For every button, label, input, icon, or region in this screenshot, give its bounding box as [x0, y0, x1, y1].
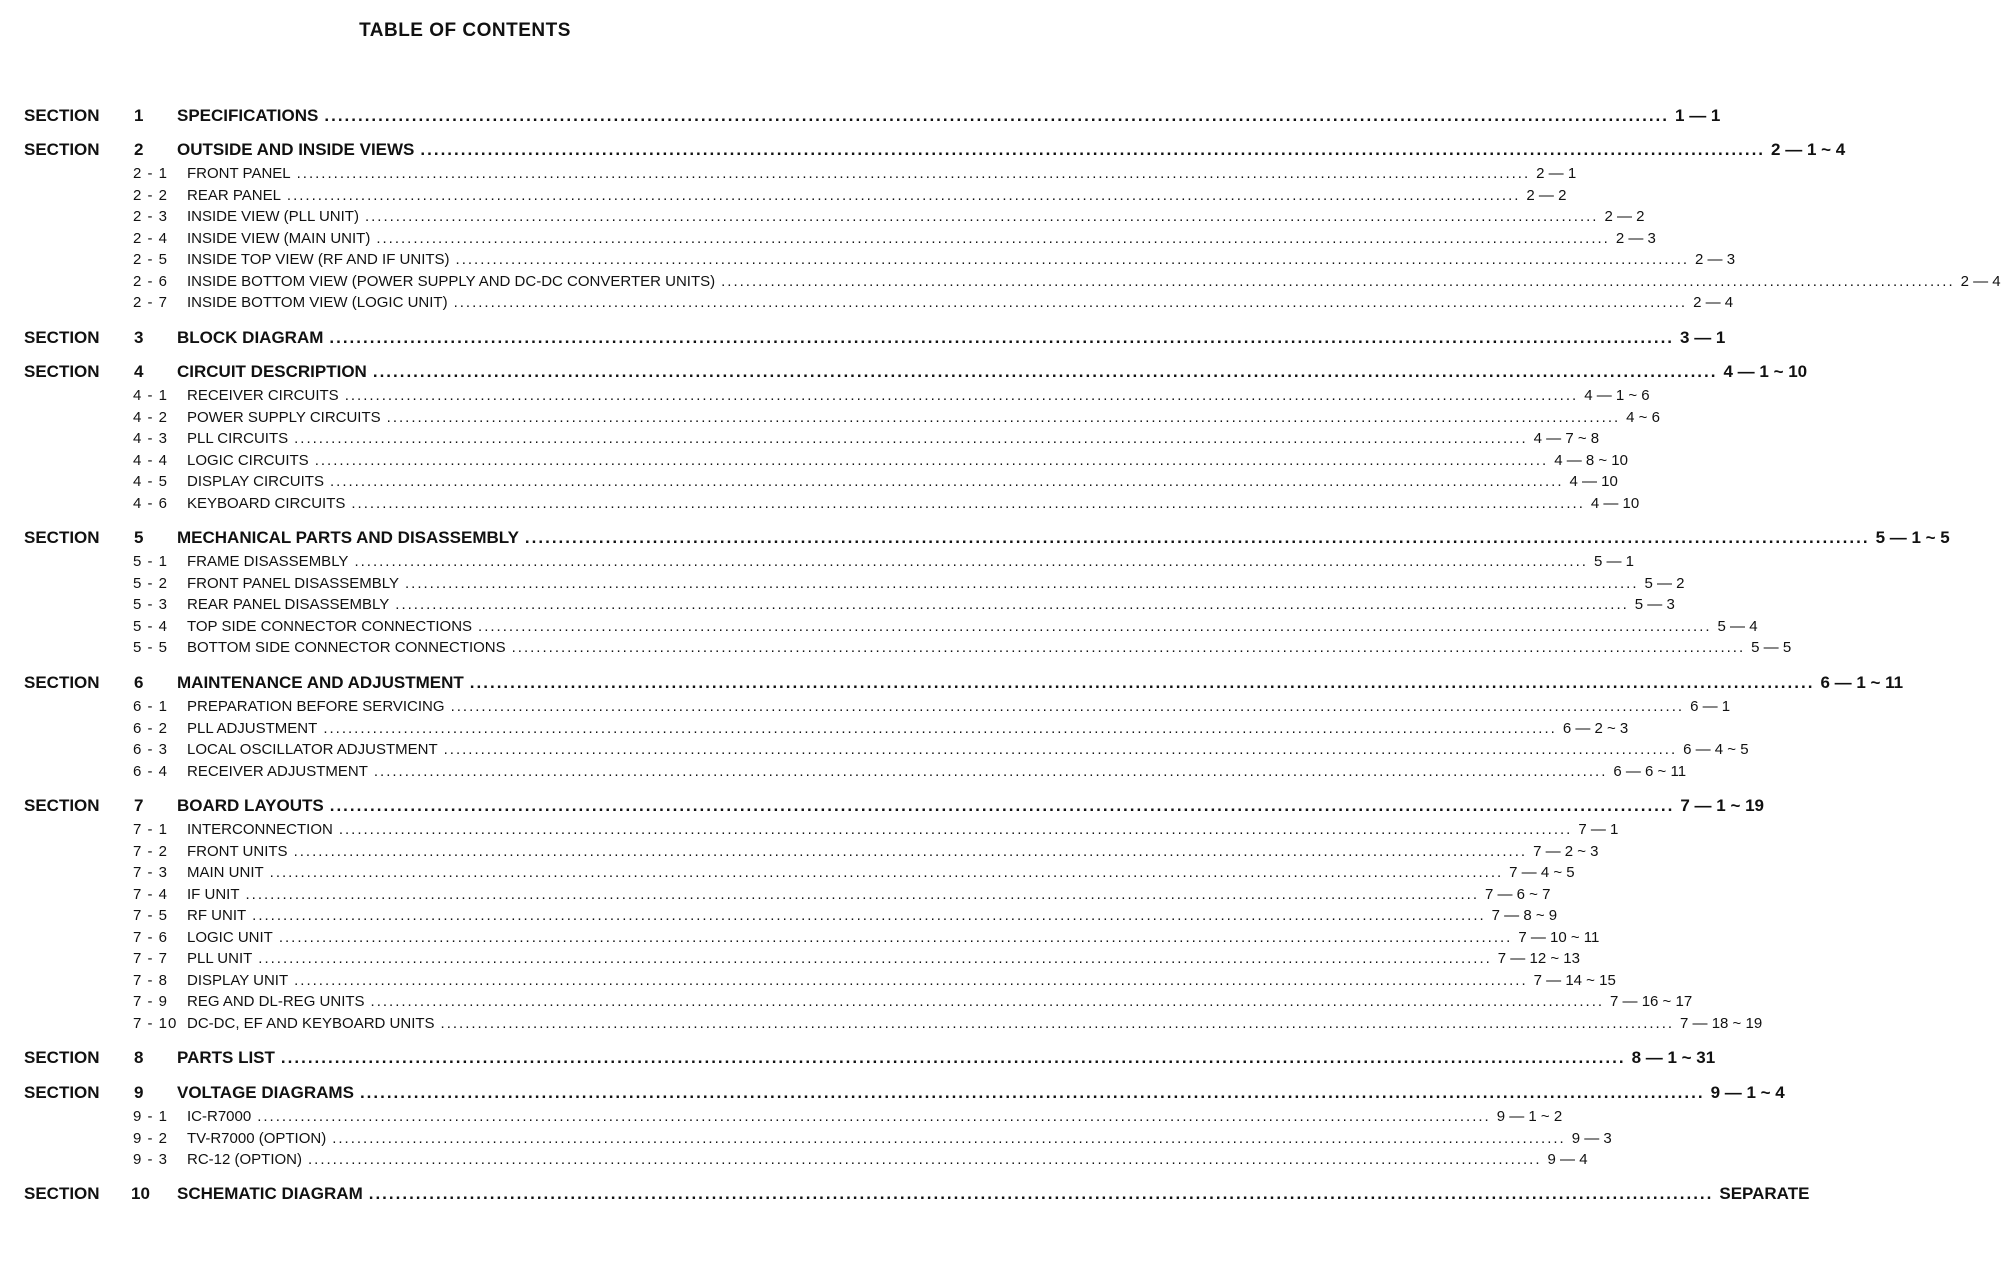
subsection-row[interactable] — [0, 928, 1600, 951]
leader-dots: ........................................................................................................................................................................................................ — [332, 1129, 1566, 1147]
leader-dots: ........................................................................................................................................................................................................ — [351, 494, 1585, 512]
subsection-page: 7 — 1 — [1578, 821, 1619, 838]
section-title: MAINTENANCE AND ADJUSTMENT — [177, 673, 464, 692]
subsection-page: 2 — 4 — [1960, 272, 2001, 290]
section-page: 2 — 1 ~ 4 — [1771, 140, 1846, 159]
subsection-row[interactable] — [0, 639, 1792, 661]
subsection-page: 2 — 3 — [1615, 229, 1656, 247]
subsection-page: 5 — 3 — [1634, 596, 1675, 613]
subsection-row[interactable] — [0, 387, 1650, 409]
subsection-page: 4 — 8 ~ 10 — [1554, 451, 1628, 469]
subsection-number: 5 - 4 — [133, 617, 169, 635]
subsection-title: MAIN UNIT — [187, 864, 264, 881]
subsection-row[interactable] — [0, 494, 1640, 517]
subsection-number: 4 - 6 — [133, 494, 169, 512]
section-label: SECTION — [24, 528, 100, 547]
subsection-row[interactable] — [0, 251, 1736, 273]
subsection-title: KEYBOARD CIRCUITS — [187, 494, 346, 512]
subsection-page: 2 — 2 — [1604, 208, 1645, 225]
leader-dots: ........................................................................................................................................................................................................ — [294, 971, 1528, 989]
section-row[interactable] — [0, 362, 1808, 384]
subsection-line — [187, 430, 1600, 447]
subsection-title: FRONT UNITS — [187, 842, 288, 860]
leader-dots: ........................................................................................................................................................................................................ — [440, 1014, 1675, 1032]
section-row[interactable] — [0, 673, 1904, 695]
subsection-number: 5 - 2 — [133, 574, 169, 592]
subsection-row[interactable] — [0, 950, 1580, 972]
subsection-page: 2 — 2 — [1526, 186, 1567, 204]
leader-dots: ........................................................................................................................................................................................................ — [453, 294, 1688, 311]
leader-dots: ........................................................................................................................................................................................................ — [338, 821, 1573, 838]
section-page: 6 — 1 ~ 11 — [1820, 673, 1904, 692]
subsection-page: 4 — 10 — [1569, 473, 1618, 490]
leader-dots: ........................................................................................................................................................................................................ — [359, 1083, 1705, 1102]
subsection-number: 4 - 5 — [133, 473, 169, 490]
leader-dots: ........................................................................................................................................................................................................ — [280, 1048, 1626, 1067]
leader-dots: ........................................................................................................................................................................................................ — [269, 864, 1504, 881]
leader-dots: ........................................................................................................................................................................................................ — [376, 229, 1610, 247]
section-row[interactable] — [0, 1083, 1785, 1105]
subsection-page: 7 — 10 ~ 11 — [1518, 928, 1600, 946]
subsection-title: RF UNIT — [187, 907, 247, 924]
subsection-line — [187, 821, 1619, 838]
subsection-line — [187, 294, 1734, 311]
subsection-row[interactable] — [0, 574, 1685, 597]
section-label: SECTION — [24, 673, 100, 692]
leader-dots: ........................................................................................................................................................................................................ — [478, 617, 1712, 635]
leader-dots: ........................................................................................................................................................................................................ — [511, 639, 1746, 656]
subsection-line — [187, 1151, 1588, 1168]
subsection-title: PREPARATION BEFORE SERVICING — [187, 698, 445, 715]
subsection-page: 6 — 1 — [1690, 698, 1731, 715]
subsection-line — [187, 451, 1628, 469]
subsection-row[interactable] — [0, 430, 1600, 452]
subsection-line — [187, 639, 1792, 656]
section-title: MECHANICAL PARTS AND DISASSEMBLY — [177, 528, 519, 547]
subsection-number: 7 - 5 — [133, 907, 169, 924]
subsection-page: 5 — 2 — [1644, 574, 1685, 592]
section-label: SECTION — [24, 106, 100, 125]
subsection-number: 4 - 2 — [133, 408, 169, 426]
subsection-row[interactable] — [0, 741, 1749, 763]
subsection-title: REAR PANEL — [187, 186, 281, 204]
subsection-row[interactable] — [0, 864, 1575, 886]
subsection-page: 4 — 10 — [1590, 494, 1640, 512]
subsection-number: 2 - 1 — [133, 165, 169, 182]
section-line — [177, 106, 1721, 126]
subsection-line — [187, 596, 1675, 613]
subsection-row[interactable] — [0, 553, 1634, 575]
subsection-line — [187, 408, 1660, 426]
subsection-page: 2 — 1 — [1536, 165, 1577, 182]
subsection-row[interactable] — [0, 762, 1687, 785]
subsection-line — [187, 928, 1600, 946]
subsection-title: RC-12 (OPTION) — [187, 1151, 303, 1168]
subsection-title: INSIDE VIEW (PLL UNIT) — [187, 208, 359, 225]
subsection-number: 6 - 3 — [133, 741, 169, 758]
section-page: 8 — 1 ~ 31 — [1631, 1048, 1716, 1067]
subsection-page: 9 — 1 ~ 2 — [1496, 1108, 1563, 1125]
subsection-row[interactable] — [0, 842, 1599, 865]
leader-dots: ........................................................................................................................................................................................................ — [324, 106, 1670, 125]
subsection-number: 2 - 2 — [133, 186, 169, 204]
section-title: OUTSIDE AND INSIDE VIEWS — [177, 140, 415, 159]
subsection-number: 5 - 5 — [133, 639, 169, 656]
subsection-number: 5 - 1 — [133, 553, 169, 570]
section-page: 9 — 1 ~ 4 — [1710, 1083, 1785, 1102]
subsection-line — [187, 165, 1577, 182]
subsection-row[interactable] — [0, 208, 1645, 230]
subsection-title: LOGIC CIRCUITS — [187, 451, 309, 469]
subsection-line — [187, 473, 1618, 490]
leader-dots: ........................................................................................................................................................................................................ — [252, 907, 1486, 924]
subsection-number: 2 - 6 — [133, 272, 169, 290]
section-page: 4 — 1 ~ 10 — [1723, 362, 1808, 381]
subsection-line — [187, 842, 1599, 860]
subsection-number: 2 - 5 — [133, 251, 169, 268]
subsection-row[interactable] — [0, 1014, 1763, 1037]
subsection-line — [187, 719, 1629, 737]
section-page: SEPARATE — [1719, 1184, 1810, 1203]
subsection-line — [187, 907, 1558, 924]
subsection-line — [187, 885, 1551, 903]
subsection-title: POWER SUPPLY CIRCUITS — [187, 408, 381, 426]
subsection-row[interactable] — [0, 596, 1675, 618]
subsection-number: 6 - 1 — [133, 698, 169, 715]
section-page: 7 — 1 ~ 19 — [1680, 796, 1764, 815]
leader-dots: ........................................................................................................................................................................................................ — [308, 1151, 1542, 1168]
section-number: 10 — [131, 1184, 150, 1203]
subsection-page: 6 — 4 ~ 5 — [1683, 741, 1749, 758]
subsection-line — [187, 229, 1656, 247]
subsection-page: 7 — 2 ~ 3 — [1533, 842, 1599, 860]
leader-dots: ........................................................................................................................................................................................................ — [364, 208, 1599, 225]
subsection-page: 5 — 1 — [1593, 553, 1634, 570]
subsection-line — [187, 698, 1731, 715]
subsection-title: PLL UNIT — [187, 950, 253, 967]
leader-dots: ........................................................................................................................................................................................................ — [395, 596, 1629, 613]
section-page: 1 — 1 — [1675, 106, 1721, 125]
leader-dots: ........................................................................................................................................................................................................ — [386, 408, 1621, 426]
section-number: 6 — [134, 673, 144, 692]
section-title: BLOCK DIAGRAM — [177, 328, 324, 347]
subsection-number: 2 - 4 — [133, 229, 169, 247]
leader-dots: ........................................................................................................................................................................................................ — [443, 741, 1678, 758]
subsection-page: 4 ~ 6 — [1626, 408, 1660, 426]
leader-dots: ........................................................................................................................................................................................................ — [344, 387, 1579, 404]
section-row[interactable] — [0, 328, 1726, 350]
subsection-row[interactable] — [0, 473, 1618, 495]
leader-dots: ........................................................................................................................................................................................................ — [329, 328, 1675, 347]
subsection-title: INSIDE VIEW (MAIN UNIT) — [187, 229, 371, 247]
subsection-line — [187, 186, 1567, 204]
leader-dots: ........................................................................................................................................................................................................ — [370, 993, 1605, 1010]
leader-dots: ........................................................................................................................................................................................................ — [524, 528, 1870, 547]
subsection-number: 2 - 7 — [133, 294, 169, 311]
leader-dots: ........................................................................................................................................................................................................ — [455, 251, 1690, 268]
subsection-number: 7 - 8 — [133, 971, 169, 989]
subsection-line — [187, 741, 1749, 758]
section-title: SCHEMATIC DIAGRAM — [177, 1184, 363, 1203]
subsection-title: TOP SIDE CONNECTOR CONNECTIONS — [187, 617, 473, 635]
subsection-title: BOTTOM SIDE CONNECTOR CONNECTIONS — [187, 639, 506, 656]
leader-dots: ........................................................................................................................................................................................................ — [368, 1184, 1714, 1203]
subsection-row[interactable] — [0, 294, 1734, 316]
section-title: PARTS LIST — [177, 1048, 275, 1067]
section-page: 5 — 1 ~ 5 — [1875, 528, 1950, 547]
subsection-line — [187, 1129, 1612, 1147]
section-label: SECTION — [24, 1048, 100, 1067]
subsection-number: 7 - 2 — [133, 842, 169, 860]
subsection-line — [187, 553, 1634, 570]
subsection-row[interactable] — [0, 719, 1629, 742]
subsection-row[interactable] — [0, 272, 2001, 295]
subsection-line — [187, 1108, 1563, 1125]
leader-dots: ........................................................................................................................................................................................................ — [245, 885, 1479, 903]
subsection-page: 7 — 8 ~ 9 — [1491, 907, 1558, 924]
subsection-page: 7 — 14 ~ 15 — [1533, 971, 1616, 989]
section-label: SECTION — [24, 1083, 100, 1102]
subsection-page: 7 — 16 ~ 17 — [1610, 993, 1693, 1010]
section-number: 4 — [134, 362, 144, 381]
subsection-title: RECEIVER ADJUSTMENT — [187, 762, 368, 780]
section-label: SECTION — [24, 140, 100, 159]
section-label: SECTION — [24, 1184, 100, 1203]
leader-dots: ........................................................................................................................................................................................................ — [405, 574, 1639, 592]
subsection-page: 6 — 2 ~ 3 — [1562, 719, 1629, 737]
subsection-line — [187, 208, 1645, 225]
leader-dots: ........................................................................................................................................................................................................ — [329, 473, 1564, 490]
section-row[interactable] — [0, 1048, 1716, 1070]
subsection-number: 4 - 3 — [133, 430, 169, 447]
leader-dots: ........................................................................................................................................................................................................ — [294, 430, 1528, 447]
section-row[interactable] — [0, 1184, 1810, 1206]
section-line — [177, 140, 1846, 160]
subsection-page: 7 — 4 ~ 5 — [1509, 864, 1575, 881]
subsection-title: IF UNIT — [187, 885, 240, 903]
section-row[interactable] — [0, 796, 1764, 818]
subsection-number: 7 - 4 — [133, 885, 169, 903]
leader-dots: ........................................................................................................................................................................................................ — [372, 362, 1718, 381]
subsection-page: 2 — 3 — [1695, 251, 1736, 268]
subsection-number: 7 - 9 — [133, 993, 169, 1010]
subsection-number: 4 - 4 — [133, 451, 169, 469]
subsection-row[interactable] — [0, 1108, 1563, 1130]
subsection-title: INSIDE BOTTOM VIEW (LOGIC UNIT) — [187, 294, 448, 311]
subsection-title: LOGIC UNIT — [187, 928, 273, 946]
subsection-line — [187, 272, 2001, 290]
section-row[interactable] — [0, 140, 1846, 162]
subsection-line — [187, 950, 1580, 967]
subsection-title: DISPLAY UNIT — [187, 971, 289, 989]
subsection-row[interactable] — [0, 1129, 1612, 1152]
section-line — [177, 1184, 1810, 1204]
subsection-row[interactable] — [0, 907, 1558, 929]
subsection-page: 7 — 12 ~ 13 — [1497, 950, 1580, 967]
subsection-line — [187, 494, 1640, 512]
subsection-title: TV-R7000 (OPTION) — [187, 1129, 327, 1147]
leader-dots: ........................................................................................................................................................................................................ — [293, 842, 1528, 860]
subsection-number: 4 - 1 — [133, 387, 169, 404]
section-row[interactable] — [0, 106, 1721, 128]
subsection-number: 5 - 3 — [133, 596, 169, 613]
subsection-line — [187, 387, 1650, 404]
subsection-line — [187, 971, 1616, 989]
subsection-title: INSIDE BOTTOM VIEW (POWER SUPPLY AND DC-DC CONVERTER UNITS) — [187, 272, 716, 290]
subsection-line — [187, 251, 1736, 268]
subsection-row[interactable] — [0, 408, 1660, 431]
subsection-title: DC-DC, EF AND KEYBOARD UNITS — [187, 1014, 435, 1032]
leader-dots: ........................................................................................................................................................................................................ — [257, 1108, 1491, 1125]
subsection-row[interactable] — [0, 993, 1693, 1015]
section-number: 3 — [134, 328, 144, 347]
subsection-title: INSIDE TOP VIEW (RF AND IF UNITS) — [187, 251, 450, 268]
subsection-number: 2 - 3 — [133, 208, 169, 225]
section-line — [177, 528, 1950, 548]
section-title: CIRCUIT DESCRIPTION — [177, 362, 367, 381]
subsection-row[interactable] — [0, 821, 1619, 843]
subsection-row[interactable] — [0, 971, 1616, 994]
section-number: 9 — [134, 1083, 144, 1102]
leader-dots: ........................................................................................................................................................................................................ — [373, 762, 1608, 780]
subsection-title: FRONT PANEL — [187, 165, 291, 182]
subsection-number: 6 - 4 — [133, 762, 169, 780]
section-number: 2 — [134, 140, 144, 159]
subsection-row[interactable] — [0, 617, 1758, 640]
subsection-page: 9 — 3 — [1571, 1129, 1612, 1147]
leader-dots: ........................................................................................................................................................................................................ — [278, 928, 1513, 946]
subsection-number: 7 - 3 — [133, 864, 169, 881]
subsection-page: 5 — 4 — [1717, 617, 1758, 635]
subsection-title: FRONT PANEL DISASSEMBLY — [187, 574, 399, 592]
section-line — [177, 673, 1904, 693]
subsection-title: INTERCONNECTION — [187, 821, 333, 838]
subsection-row[interactable] — [0, 885, 1551, 908]
subsection-title: REAR PANEL DISASSEMBLY — [187, 596, 390, 613]
subsection-line — [187, 762, 1687, 780]
subsection-number: 6 - 2 — [133, 719, 169, 737]
subsection-page: 7 — 6 ~ 7 — [1485, 885, 1551, 903]
subsection-number: 7 - 7 — [133, 950, 169, 967]
subsection-line — [187, 993, 1693, 1010]
subsection-number: 9 - 3 — [133, 1151, 169, 1168]
subsection-row[interactable] — [0, 165, 1577, 187]
section-number: 1 — [134, 106, 144, 125]
subsection-title: FRAME DISASSEMBLY — [187, 553, 349, 570]
subsection-number: 7 - 6 — [133, 928, 169, 946]
subsection-number: 7 - 1 — [133, 821, 169, 838]
subsection-title: PLL CIRCUITS — [187, 430, 289, 447]
section-label: SECTION — [24, 362, 100, 381]
leader-dots: ........................................................................................................................................................................................................ — [721, 272, 1955, 290]
subsection-page: 4 — 1 ~ 6 — [1584, 387, 1650, 404]
subsection-line — [187, 1014, 1763, 1032]
section-line — [177, 796, 1764, 816]
section-number: 7 — [134, 796, 144, 815]
subsection-number: 9 - 1 — [133, 1108, 169, 1125]
subsection-page: 5 — 5 — [1751, 639, 1792, 656]
section-number: 8 — [134, 1048, 144, 1067]
subsection-line — [187, 574, 1685, 592]
subsection-page: 6 — 6 ~ 11 — [1613, 762, 1687, 780]
subsection-title: PLL ADJUSTMENT — [187, 719, 318, 737]
subsection-row[interactable] — [0, 1151, 1588, 1173]
subsection-page: 4 — 7 ~ 8 — [1533, 430, 1600, 447]
section-label: SECTION — [24, 796, 100, 815]
section-title: SPECIFICATIONS — [177, 106, 319, 125]
subsection-title: IC-R7000 — [187, 1108, 252, 1125]
subsection-title: REG AND DL-REG UNITS — [187, 993, 365, 1010]
subsection-page: 9 — 4 — [1547, 1151, 1588, 1168]
leader-dots: ........................................................................................................................................................................................................ — [314, 451, 1549, 469]
section-line — [177, 328, 1726, 348]
leader-dots: ........................................................................................................................................................................................................ — [450, 698, 1685, 715]
subsection-title: DISPLAY CIRCUITS — [187, 473, 324, 490]
subsection-number: 7 - 10 — [133, 1014, 178, 1032]
section-label: SECTION — [24, 328, 100, 347]
subsection-row[interactable] — [0, 186, 1567, 209]
section-title: BOARD LAYOUTS — [177, 796, 324, 815]
page-title: TABLE OF CONTENTS — [359, 20, 571, 41]
leader-dots: ........................................................................................................................................................................................................ — [286, 186, 1521, 204]
section-page: 3 — 1 — [1680, 328, 1726, 347]
subsection-page: 2 — 4 — [1693, 294, 1734, 311]
leader-dots: ........................................................................................................................................................................................................ — [296, 165, 1531, 182]
subsection-line — [187, 864, 1575, 881]
subsection-number: 9 - 2 — [133, 1129, 169, 1147]
leader-dots: ........................................................................................................................................................................................................ — [329, 796, 1675, 815]
leader-dots: ........................................................................................................................................................................................................ — [469, 673, 1815, 692]
section-line — [177, 362, 1808, 382]
section-row[interactable] — [0, 528, 1950, 550]
subsection-row[interactable] — [0, 229, 1656, 252]
leader-dots: ........................................................................................................................................................................................................ — [258, 950, 1492, 967]
section-title: VOLTAGE DIAGRAMS — [177, 1083, 354, 1102]
subsection-row[interactable] — [0, 698, 1731, 720]
section-line — [177, 1083, 1785, 1103]
subsection-title: RECEIVER CIRCUITS — [187, 387, 339, 404]
leader-dots: ........................................................................................................................................................................................................ — [420, 140, 1766, 159]
subsection-page: 7 — 18 ~ 19 — [1680, 1014, 1763, 1032]
section-line — [177, 1048, 1716, 1068]
subsection-title: LOCAL OSCILLATOR ADJUSTMENT — [187, 741, 438, 758]
leader-dots: ........................................................................................................................................................................................................ — [354, 553, 1588, 570]
subsection-line — [187, 617, 1758, 635]
subsection-row[interactable] — [0, 451, 1628, 474]
leader-dots: ........................................................................................................................................................................................................ — [323, 719, 1557, 737]
section-number: 5 — [134, 528, 144, 547]
